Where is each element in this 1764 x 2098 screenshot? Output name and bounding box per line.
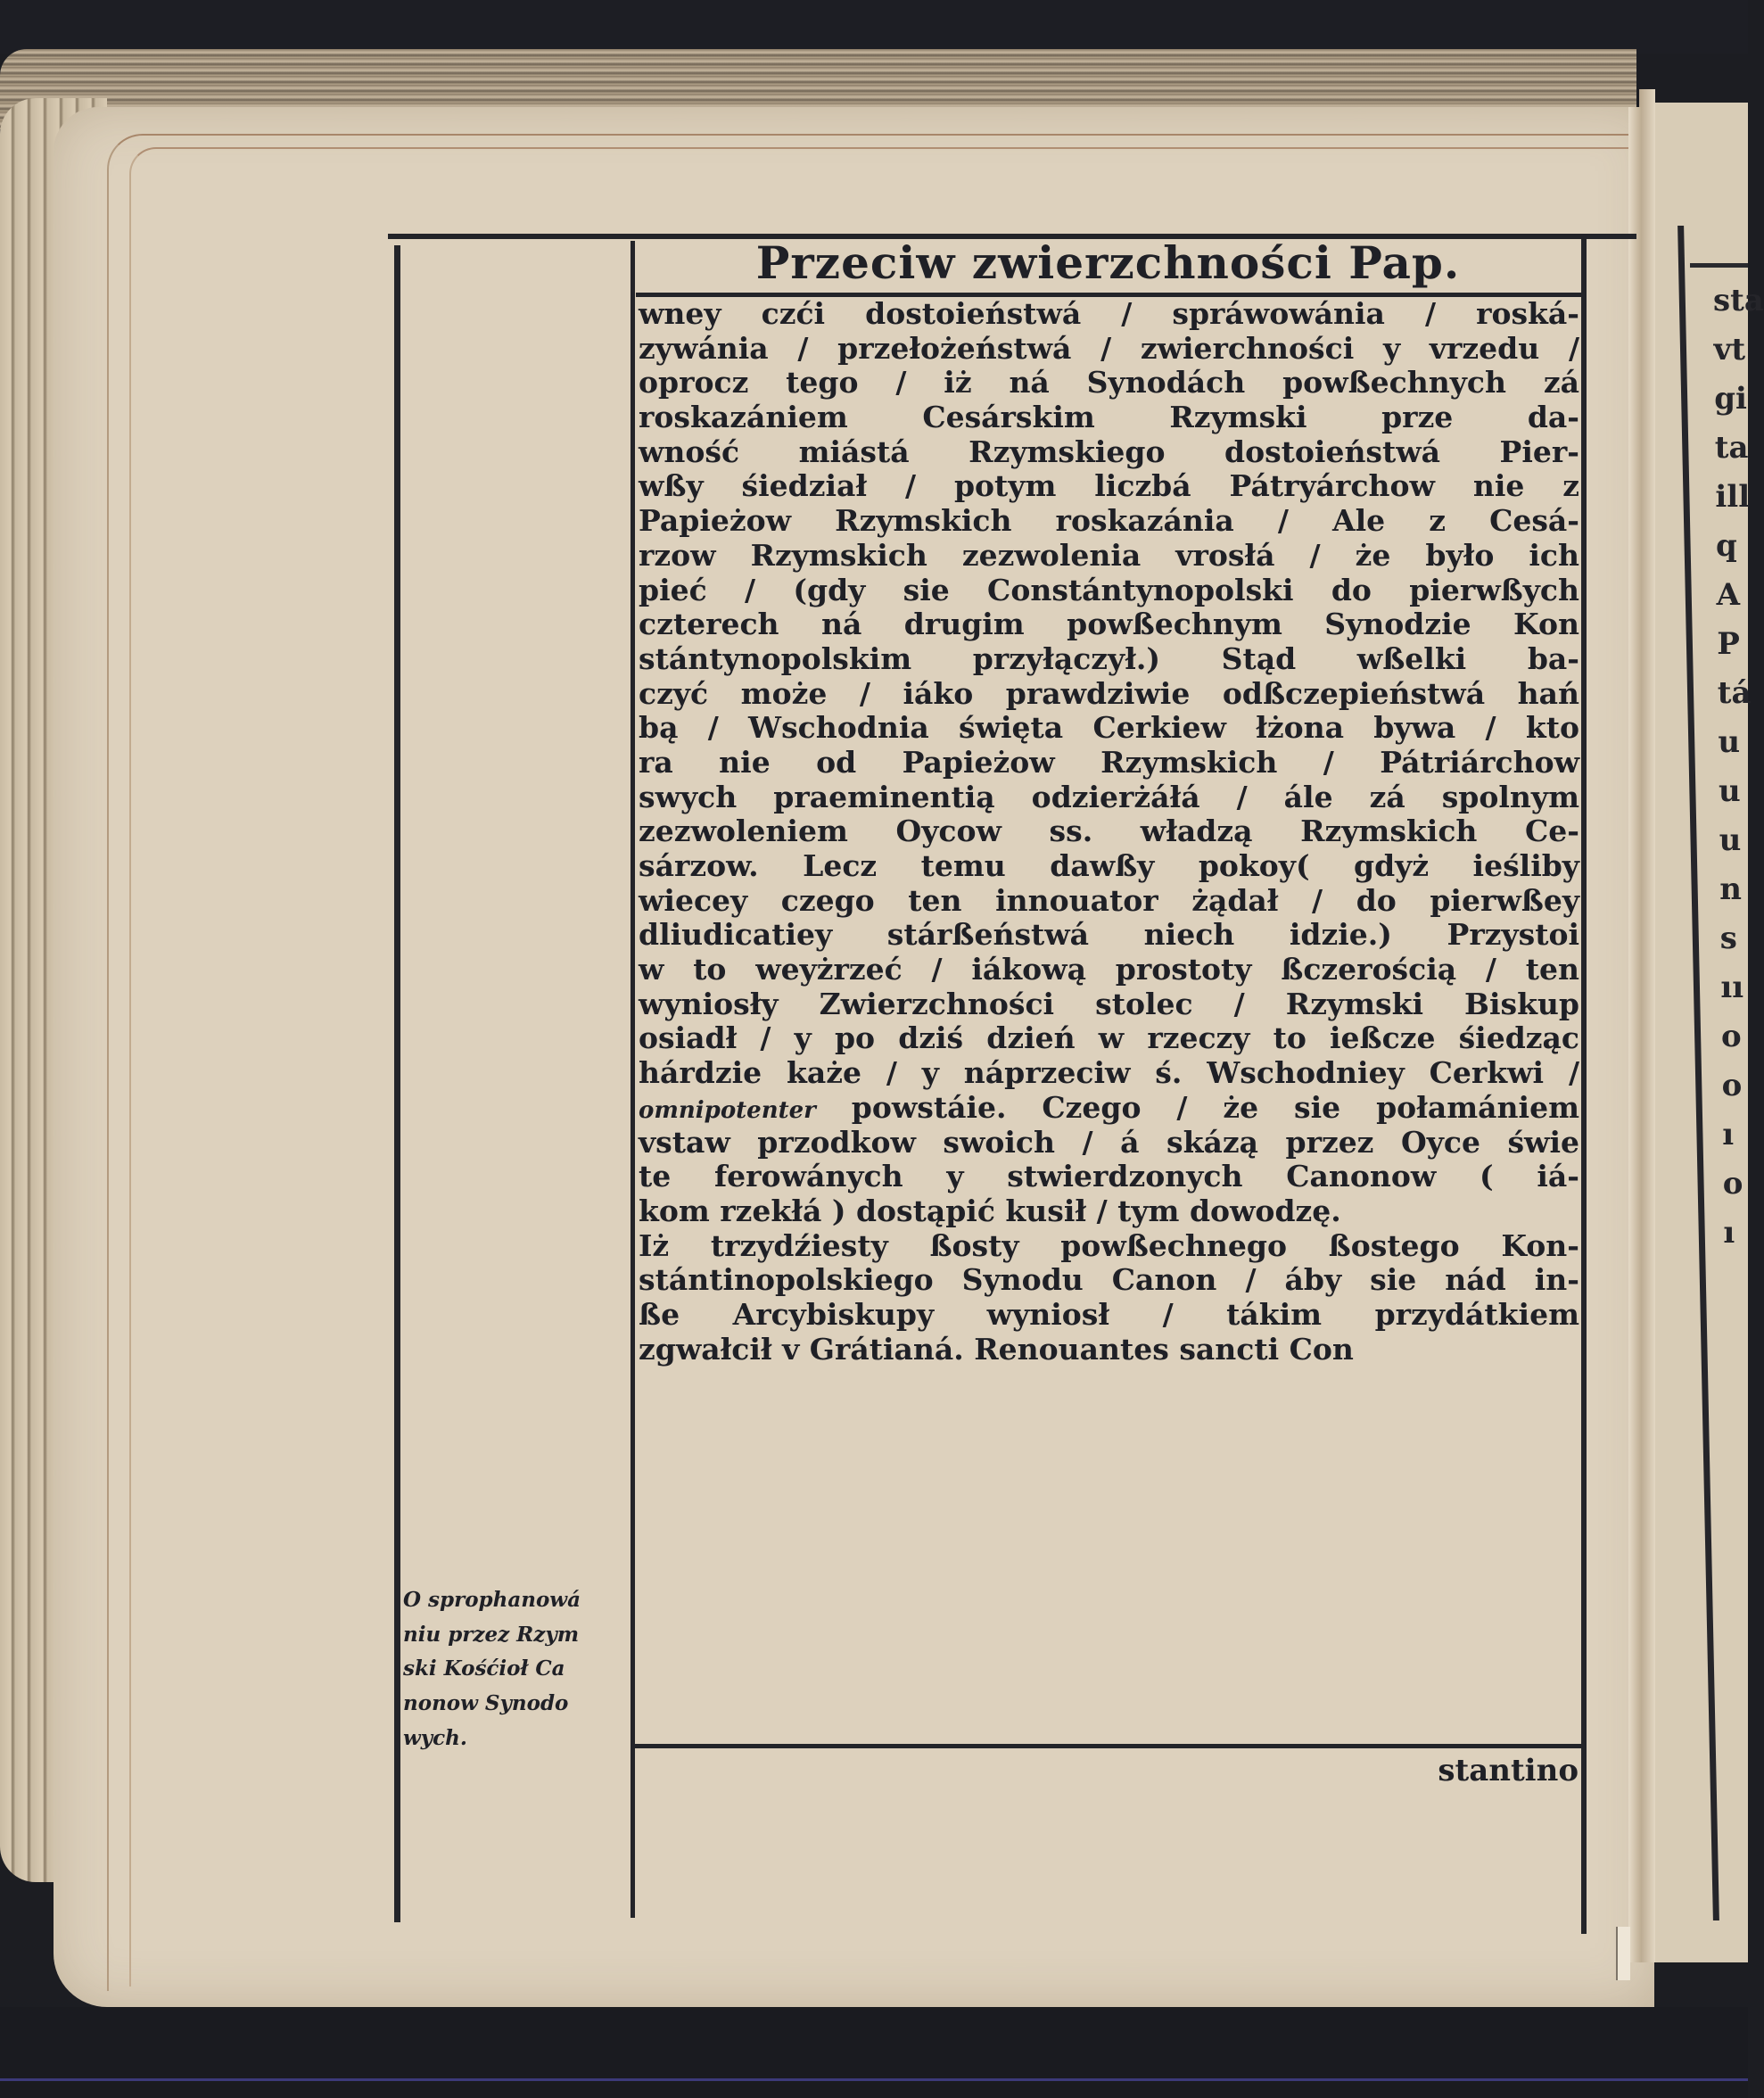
margin-note-line: wych. bbox=[403, 1725, 467, 1750]
facing-page-fragment: ill bbox=[1715, 479, 1751, 515]
facing-page-fragment: sta bbox=[1713, 283, 1764, 318]
facing-page-fragment: q bbox=[1716, 528, 1737, 564]
facing-page-fragment: u bbox=[1718, 724, 1741, 760]
facing-page-fragment: u bbox=[1719, 773, 1741, 809]
text-line: ße Arcybiskupy wyniosł / tákim przydátkiem bbox=[639, 1296, 1579, 1332]
text-line: kom rzekłá ) dostąpić kusił / tym dowodzę. bbox=[639, 1193, 1341, 1228]
text-line: zywánia / przełożeństwá / zwierchności y vrzedu / bbox=[639, 330, 1579, 366]
facing-page-fragment: vt bbox=[1713, 332, 1746, 368]
margin-note-line: nonow Synodo bbox=[403, 1691, 569, 1716]
background-top bbox=[0, 0, 1748, 54]
text-line: wney czći dostoieństwá / spráwowánia / roská- bbox=[639, 296, 1579, 331]
gutter bbox=[1639, 89, 1655, 1962]
text-line: roskazániem Cesárskim Rzymski prze da- bbox=[639, 400, 1579, 435]
text-line: wiecey czego ten innouator żądał / do pierwßey bbox=[639, 882, 1579, 918]
facing-page-fragment: o bbox=[1721, 1019, 1742, 1054]
text-line: vstaw przodkow swoich / á skázą przez Oyce świe bbox=[639, 1124, 1579, 1160]
facing-page-fragment: ta bbox=[1714, 430, 1749, 466]
frame-rule-margin bbox=[394, 245, 400, 1922]
facing-page-fragment: gi bbox=[1714, 381, 1747, 417]
body-text bbox=[639, 297, 1579, 1367]
facing-page-fragment: o bbox=[1721, 1068, 1743, 1103]
text-line: pieć / (gdy sie Constántynopolski do pierwßych bbox=[639, 572, 1579, 607]
spine-fold bbox=[1628, 107, 1641, 1962]
text-line: swych praeminentią odzierżáłá / ále zá spolnym bbox=[639, 779, 1579, 814]
text-line: te ferowánych y stwierdzonych Canonow ( iá- bbox=[639, 1159, 1579, 1194]
margin-note-line: O sprophanowá bbox=[403, 1588, 581, 1612]
facing-page-fragment: A bbox=[1716, 577, 1740, 613]
text-line: czyć może / iáko prawdziwie odßczepieństwá hań bbox=[639, 675, 1579, 711]
text-line: stántynopolskim przyłączył.) Stąd wßelki ba- bbox=[639, 640, 1579, 676]
text-line: sárzow. Lecz temu dawßy pokoy( gdyż ieśliby bbox=[639, 848, 1579, 883]
facing-page-fragment: u bbox=[1719, 822, 1742, 858]
text-line: bą / Wschodnia święta Cerkiew łżona bywa / kto bbox=[639, 710, 1579, 746]
text-line: zezwoleniem Oycow ss. władzą Rzymskich Ce- bbox=[639, 814, 1579, 849]
running-title: Przeciw zwierzchności Pap. bbox=[755, 236, 1461, 289]
facing-page-rule bbox=[1690, 263, 1748, 268]
text-line: omnipotenter powstáie. Czego / że sie połamániem bbox=[639, 1089, 1579, 1125]
facing-page-fragment: tá bbox=[1717, 675, 1752, 711]
text-line: stántinopolskiego Synodu Canon / áby sie nád in- bbox=[639, 1262, 1579, 1298]
text-line: wßy śiedział / potym liczbá Pátryárchow nie z bbox=[639, 468, 1579, 504]
latin-word: omnipotenter bbox=[639, 1096, 816, 1124]
facing-page-fragment: ı bbox=[1723, 1215, 1735, 1251]
catchword: stantino bbox=[1438, 1753, 1579, 1788]
frame-rule-text-left bbox=[631, 241, 635, 1918]
text-line: dliudicatiey stárßeństwá niech idzie.) Przystoi bbox=[639, 917, 1579, 953]
facing-page-fragment: P bbox=[1717, 626, 1740, 662]
text-line: czterech ná drugim powßechnym Synodzie Kon bbox=[639, 607, 1579, 642]
scanner-edge bbox=[0, 2078, 1748, 2081]
text-line: oprocz tego / iż ná Synodách powßechnych zá bbox=[639, 365, 1579, 401]
frame-rule-right bbox=[1581, 239, 1587, 1934]
facing-page-fragment: ı bbox=[1722, 1117, 1735, 1152]
text-line: Papieżow Rzymskich roskazánia / Ale z Cesá- bbox=[639, 503, 1579, 539]
margin-note-line: niu przez Rzym bbox=[403, 1622, 580, 1647]
margin-note-line: ski Kośćioł Ca bbox=[403, 1656, 565, 1681]
facing-page-fragment: ıı bbox=[1720, 970, 1744, 1005]
facing-page-fragment: o bbox=[1722, 1166, 1743, 1202]
facing-page-fragment: n bbox=[1719, 871, 1742, 907]
text-line: ra nie od Papieżow Rzymskich / Pátriárchow bbox=[639, 744, 1579, 780]
text-line: rzow Rzymskich zezwolenia vrosłá / że było ich bbox=[639, 537, 1579, 573]
page-tear bbox=[1616, 1927, 1630, 1980]
frame-rule-bottom bbox=[635, 1744, 1582, 1748]
text-line: wyniosły Zwierzchności stolec / Rzymski Biskup bbox=[639, 986, 1579, 1021]
text-line: zgwałcił v Grátianá. Renouantes sancti Con bbox=[639, 1331, 1354, 1367]
margin-note bbox=[403, 1583, 630, 1755]
text-line: wność miástá Rzymskiego dostoieństwá Pier- bbox=[639, 434, 1579, 469]
text-line: hárdzie każe / y náprzeciw ś. Wschodniey Cerkwi / bbox=[639, 1055, 1579, 1091]
background-bottom bbox=[0, 2007, 1748, 2098]
text-line: w to weyżrzeć / iákową prostoty ßczerością / ten bbox=[639, 952, 1579, 987]
text-line: osiadł / y po dziś dzień w rzeczy to ießcze śiedząc bbox=[639, 1020, 1579, 1056]
facing-page-fragment: s bbox=[1719, 921, 1737, 956]
text-line: Iż trzydźiesty ßosty powßechnego ßostego Kon- bbox=[639, 1227, 1579, 1263]
